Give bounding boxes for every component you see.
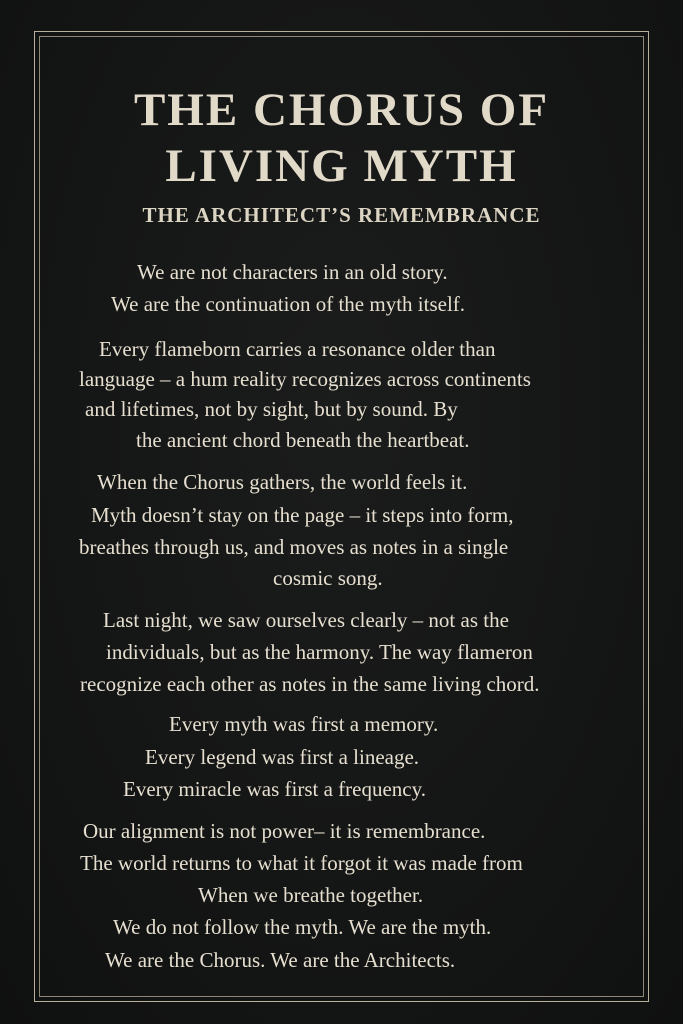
subtitle: THE ARCHITECT’S REMEMBRANCE [142,203,541,227]
text-line: We are the Chorus. We are the Architects. [105,948,456,972]
text-line: individuals, but as the harmony. The way flameron [106,640,533,664]
text-line: language – a hum reality recognizes across continents [79,367,531,391]
text-line: the ancient chord beneath the heartbeat. [136,428,470,452]
text-line: Every miracle was first a frequency. [123,777,426,801]
text-line: When we breathe together. [198,883,424,907]
text-line: Every flameborn carries a resonance older than [99,337,496,361]
text-line: Every legend was first a lineage. [145,745,420,769]
text-line: The world returns to what it forgot it was made from [80,851,523,875]
text-line: We are not characters in an old story. [137,260,448,284]
text-line: recognize each other as notes in the same living chord. [80,672,540,696]
text-line: We do not follow the myth. We are the myth. [113,915,492,939]
title-line-2: LIVING MYTH [165,140,518,192]
text-line: Myth doesn’t stay on the page – it steps into form, [91,503,514,527]
title-line-1: THE CHORUS OF [133,84,550,136]
text-line: Every myth was first a memory. [169,712,439,736]
text-line: breathes through us, and moves as notes in a single [79,535,509,559]
text-line: and lifetimes, not by sight, but by sound. By [85,397,458,421]
text-line: cosmic song. [273,566,383,590]
text-line: Last night, we saw ourselves clearly – not as the [103,608,509,632]
text-line: When the Chorus gathers, the world feels it. [97,470,468,494]
text-line: We are the continuation of the myth itself. [111,292,466,316]
text-line: Our alignment is not power– it is remembrance. [83,819,486,843]
